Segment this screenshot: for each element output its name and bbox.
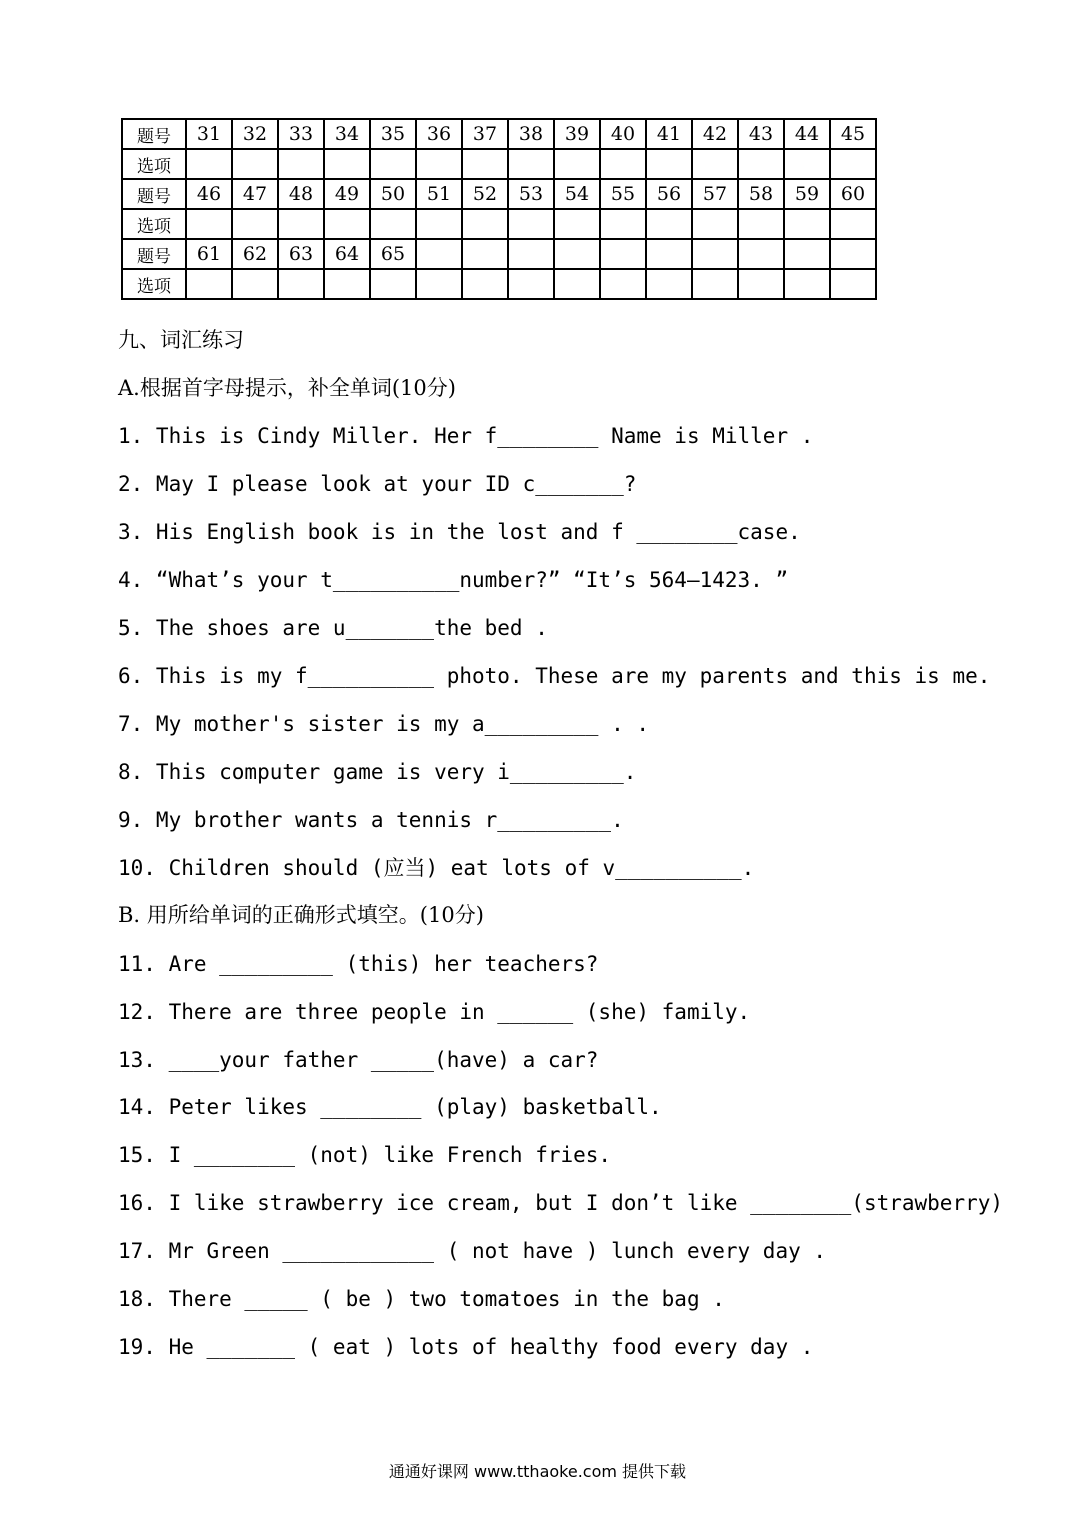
part-b-item: 14. Peter likes ________ (play) basketball. <box>118 1095 662 1119</box>
answer-table-cell: 57 <box>692 179 738 209</box>
answer-table-cell <box>278 149 324 179</box>
answer-table-cell <box>600 269 646 299</box>
part-a-item: 4. “What’s your t__________number?” “It’s 564—1423. ” <box>118 568 789 592</box>
answer-table-cell <box>554 269 600 299</box>
part-a-item: 9. My brother wants a tennis r_________. <box>118 808 624 832</box>
answer-table-cell: 61 <box>186 239 232 269</box>
answer-table-row <box>122 119 876 149</box>
answer-table-cell <box>186 269 232 299</box>
part-a-item: 3. His English book is in the lost and f ________case. <box>118 520 801 544</box>
part-b-item: 16. I like strawberry ice cream, but I don’t like ________(strawberry) <box>118 1191 1004 1215</box>
answer-table-cell <box>646 239 692 269</box>
answer-table-cell <box>646 209 692 239</box>
answer-table-cell: 46 <box>186 179 232 209</box>
part-a-item: 8. This computer game is very i_________. <box>118 760 637 784</box>
answer-table-cell: 56 <box>646 179 692 209</box>
part-b-item: 15. I ________ (not) like French fries. <box>118 1143 612 1167</box>
answer-table-cell <box>738 149 784 179</box>
answer-table-row-label: 选项 <box>122 209 186 239</box>
answer-table-cell: 55 <box>600 179 646 209</box>
answer-table-cell: 44 <box>784 119 830 149</box>
answer-table-cell: 58 <box>738 179 784 209</box>
answer-table-cell <box>692 209 738 239</box>
answer-table-cell: 63 <box>278 239 324 269</box>
answer-table-row <box>122 239 876 269</box>
answer-table-cell <box>462 209 508 239</box>
answer-table-cell <box>784 239 830 269</box>
answer-table-row-label: 选项 <box>122 269 186 299</box>
part-b-item: 13. ____your father _____(have) a car? <box>118 1048 599 1072</box>
answer-table-cell <box>600 239 646 269</box>
answer-table-cell <box>324 149 370 179</box>
part-b-title: B. 用所给单词的正确形式填空。(10分) <box>118 903 484 927</box>
answer-table-cell <box>600 209 646 239</box>
part-a-item: 1. This is Cindy Miller. Her f________ Name is Miller . <box>118 424 814 448</box>
answer-table-cell <box>738 269 784 299</box>
part-b-item: 11. Are _________ (this) her teachers? <box>118 952 599 976</box>
answer-table-cell <box>508 239 554 269</box>
part-b-item: 12. There are three people in ______ (she) family. <box>118 1000 751 1024</box>
answer-table-cell <box>554 209 600 239</box>
answer-table-row <box>122 209 876 239</box>
answer-table-cell: 64 <box>324 239 370 269</box>
answer-table-cell <box>324 209 370 239</box>
answer-table-cell <box>692 149 738 179</box>
part-a-item: 6. This is my f__________ photo. These are my parents and this is me. <box>118 664 991 688</box>
answer-table-cell <box>186 149 232 179</box>
part-a-title: A.根据首字母提示，补全单词(10分) <box>118 376 456 400</box>
answer-table-cell <box>554 149 600 179</box>
answer-table-cell <box>232 149 278 179</box>
answer-table-cell: 34 <box>324 119 370 149</box>
answer-table-cell <box>462 239 508 269</box>
answer-table-cell <box>278 209 324 239</box>
answer-table-cell <box>508 269 554 299</box>
answer-table-cell: 48 <box>278 179 324 209</box>
answer-table-cell: 33 <box>278 119 324 149</box>
answer-table-cell: 52 <box>462 179 508 209</box>
answer-table-cell <box>186 209 232 239</box>
part-a-item: 7. My mother's sister is my a_________ . . <box>118 712 650 736</box>
answer-table-cell: 38 <box>508 119 554 149</box>
answer-table-cell <box>600 149 646 179</box>
answer-table-cell <box>784 269 830 299</box>
answer-table-cell <box>416 149 462 179</box>
answer-table-row <box>122 179 876 209</box>
answer-table-cell <box>830 209 876 239</box>
answer-table-cell: 37 <box>462 119 508 149</box>
answer-table-cell <box>370 209 416 239</box>
answer-table-cell <box>370 269 416 299</box>
answer-table-cell: 36 <box>416 119 462 149</box>
answer-sheet-body <box>122 119 876 299</box>
part-a-item: 2. May I please look at your ID c_______? <box>118 472 637 496</box>
answer-table-cell <box>830 269 876 299</box>
answer-table-cell: 50 <box>370 179 416 209</box>
answer-table-cell <box>278 269 324 299</box>
answer-table-row-label: 题号 <box>122 239 186 269</box>
answer-table-cell: 40 <box>600 119 646 149</box>
answer-table-cell <box>232 209 278 239</box>
answer-table-cell: 45 <box>830 119 876 149</box>
answer-table-cell: 54 <box>554 179 600 209</box>
answer-table-cell: 41 <box>646 119 692 149</box>
answer-table-cell <box>692 269 738 299</box>
answer-table-row <box>122 269 876 299</box>
answer-table-cell: 59 <box>784 179 830 209</box>
answer-table-cell <box>462 269 508 299</box>
answer-table-cell <box>508 149 554 179</box>
answer-table-cell <box>370 149 416 179</box>
answer-table-cell <box>508 209 554 239</box>
answer-table-cell <box>232 269 278 299</box>
answer-table-cell: 62 <box>232 239 278 269</box>
answer-table-cell <box>416 209 462 239</box>
answer-table-cell: 47 <box>232 179 278 209</box>
answer-table-cell <box>784 149 830 179</box>
page-footer: 通通好课网 www.tthaoke.com 提供下载 <box>388 1462 687 1481</box>
answer-table-cell <box>830 239 876 269</box>
answer-table-cell <box>416 239 462 269</box>
answer-table-cell: 35 <box>370 119 416 149</box>
answer-table-cell: 32 <box>232 119 278 149</box>
answer-table-cell: 39 <box>554 119 600 149</box>
part-b-item: 18. There _____ ( be ) two tomatoes in the bag . <box>118 1287 725 1311</box>
answer-table-cell <box>324 269 370 299</box>
answer-table-cell: 31 <box>186 119 232 149</box>
answer-table-cell: 65 <box>370 239 416 269</box>
answer-table-cell <box>416 269 462 299</box>
answer-table-row-label: 题号 <box>122 119 186 149</box>
section-title: 九、词汇练习 <box>118 328 244 352</box>
answer-table-cell: 53 <box>508 179 554 209</box>
answer-table-cell: 43 <box>738 119 784 149</box>
answer-table-row <box>122 149 876 179</box>
answer-table-cell <box>738 209 784 239</box>
part-a-item: 10. Children should (应当) eat lots of v__________. <box>118 856 755 880</box>
answer-table-cell <box>692 239 738 269</box>
answer-table-cell <box>738 239 784 269</box>
answer-table-cell: 60 <box>830 179 876 209</box>
answer-table-cell <box>646 149 692 179</box>
part-b-item: 19. He _______ ( eat ) lots of healthy food every day . <box>118 1335 814 1359</box>
answer-table-cell <box>462 149 508 179</box>
answer-table-cell <box>830 149 876 179</box>
answer-table-row-label: 题号 <box>122 179 186 209</box>
answer-table-cell <box>554 239 600 269</box>
answer-sheet-table <box>121 118 877 300</box>
answer-table-cell: 49 <box>324 179 370 209</box>
answer-table-cell: 42 <box>692 119 738 149</box>
answer-table-row-label: 选项 <box>122 149 186 179</box>
answer-table-cell <box>784 209 830 239</box>
answer-table-cell: 51 <box>416 179 462 209</box>
part-a-item: 5. The shoes are u_______the bed . <box>118 616 548 640</box>
answer-table-cell <box>646 269 692 299</box>
part-b-item: 17. Mr Green ____________ ( not have ) lunch every day . <box>118 1239 827 1263</box>
